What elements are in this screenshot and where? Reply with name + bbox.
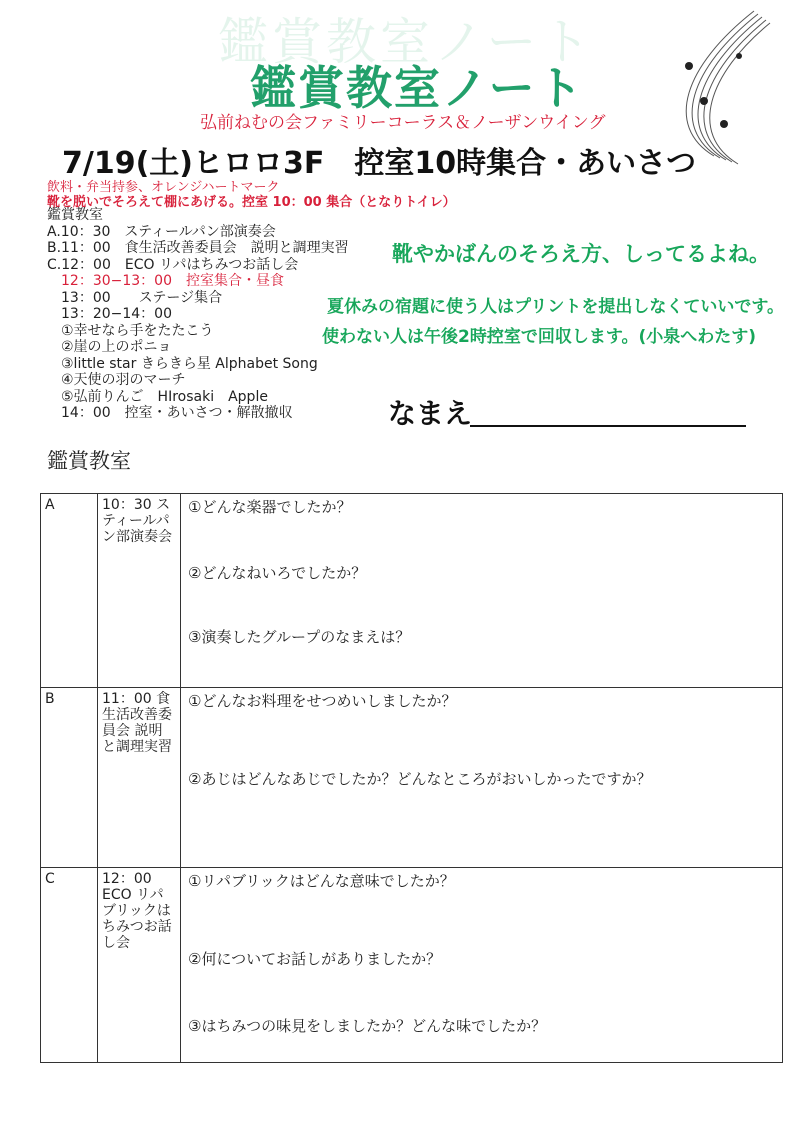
note-line-2: 靴を脱いでそろえて棚にあげる。控室 10：00 集合（となりトイレ） (47, 195, 456, 210)
schedule-item: 13：20−14：00 (47, 306, 172, 322)
name-field-line[interactable] (470, 425, 746, 427)
schedule-item: 12：30−13：00 控室集合・昼食 (47, 273, 284, 289)
row-session: 12：00 ECO リパブリックはちみつお話し会 (98, 868, 181, 1063)
homework-message-1: 夏休みの宿題に使う人はプリントを提出しなくていいです。 (327, 297, 784, 317)
question: ③はちみつの味見をしましたか？どんな味でしたか？ (188, 1017, 547, 1035)
watermark-title: 鑑賞教室ノート (218, 13, 595, 71)
homework-message-2: 使わない人は午後2時控室で回収します。(小泉へわたす) (322, 327, 757, 347)
schedule-item: C.12：00 ECO リパはちみつお話し会 (47, 256, 299, 273)
row-id: A (41, 494, 98, 688)
schedule-item: ④天使の羽のマーチ (47, 372, 186, 388)
schedule-item: ②崖の上のポニョ (47, 339, 172, 355)
schedule-item: B.11：00 食生活改善委員会 説明と調理実習 (47, 240, 349, 256)
date-line: 7/19(土)ヒロロ3F 控室10時集合・あいさつ (62, 146, 697, 181)
schedule-item: 13：00 ステージ集合 (47, 289, 223, 306)
note-line-1: 飲料・弁当持参、オレンジハートマーク (47, 180, 280, 195)
row-id: C (41, 868, 98, 1063)
name-label: なまえ (388, 397, 473, 430)
schedule-list (47, 207, 349, 422)
schedule-item: 14：00 控室・あいさつ・解散撤収 (47, 405, 293, 421)
schedule-item: 鑑賞教室 (47, 207, 103, 223)
table-row (41, 494, 783, 688)
schedule-item: ⑤弘前りんご HIrosaki Apple (47, 388, 268, 405)
section-title: 鑑賞教室 (47, 449, 131, 473)
schedule-item: ③little star きらきら星 Alphabet Song (47, 355, 318, 372)
row-session: 11：00 食生活改善委員会 説明と調理実習 (98, 688, 181, 868)
schedule-item: ①幸せなら手をたたこう (47, 322, 214, 339)
row-session: 10：30 スティールパン部演奏会 (98, 494, 181, 688)
page-title: 鑑賞教室ノート (250, 61, 585, 115)
question: ③演奏したグループのなまえは？ (188, 628, 411, 646)
question: ①どんな楽器でしたか？ (188, 498, 352, 516)
question: ②どんなねいろでしたか？ (188, 564, 367, 582)
answer-area[interactable] (181, 494, 783, 688)
question: ①リパブリックはどんな意味でしたか？ (188, 872, 455, 890)
question: ①どんなお料理をせつめいしましたか？ (188, 692, 457, 710)
shoes-message: 靴やかばんのそろえ方、しってるよね。 (392, 242, 770, 266)
row-id: B (41, 688, 98, 868)
subtitle: 弘前ねむの会ファミリーコーラス＆ノーザンウイング (200, 113, 606, 133)
question: ②何についてお話しがありましたか？ (188, 950, 442, 968)
schedule-item: A.10：30 スティールパン部演奏会 (47, 223, 276, 240)
question: ②あじはどんなあじでしたか？どんなところがおいしかったですか？ (188, 770, 652, 788)
